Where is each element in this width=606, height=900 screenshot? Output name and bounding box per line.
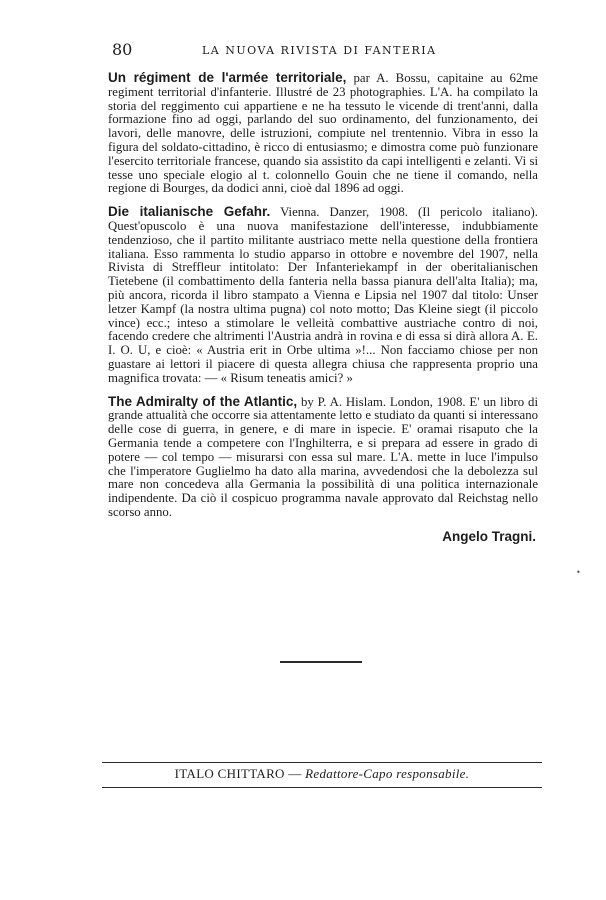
section-divider xyxy=(280,661,362,663)
page-header xyxy=(112,40,532,62)
review-italian-danger xyxy=(108,205,538,385)
reviews-section xyxy=(108,71,538,544)
page-footer xyxy=(102,766,542,782)
running-title: LA NUOVA RIVISTA DI FANTERIA xyxy=(202,44,437,57)
page-number: 80 xyxy=(112,40,133,59)
review-title: Die italianische Gefahr. xyxy=(108,204,271,220)
review-admiralty-atlantic xyxy=(108,395,538,520)
editor-name: ITALO CHITTARO — xyxy=(174,766,302,781)
review-body: by P. A. Hislam. London, 1908. E' un libro di grande attualità che occorre sia attentamente letto e studiato da quanti si interessano delle cose di guerra, in genere, e di mare in ispecie. E' oramai risaputo che la Germania tende a competere con l'Inghilterra, e si prepara ad essere in grado di potere — col tempo — misurarsi con essa sul mare. L'A. mette in luce l'impulso che l'imperatore Guglielmo ha dato alla marina, avvedendosi che la debolezza sul mare non concedeva alla Germania la possibilità di una politica internazionale indipendente. Da ciò il cospicuo programma navale approvato dal Reichstag nello scorso anno. xyxy=(108,394,539,519)
footer-rule-bottom xyxy=(102,787,542,788)
editor-role: Redattore-Capo responsabile. xyxy=(301,766,470,781)
print-speck-icon: • xyxy=(576,568,581,577)
review-territorial-regiment xyxy=(108,71,538,196)
review-body: par A. Bossu, capitaine au 62me regiment territorial d'infanterie. Illustré de 23 photographies. L'A. ha compilato la storia del reggimento cui appartiene e ne ha tessuto le vicende di trent'anni, dalla formazione fino ad oggi, parlando del suo ordinamento, del funzionamento, dei lavori, delle manovre, delle istruzioni, compiute nel trentennio. Vibra in esso la figura del soldato-cittadino, è ricco di entusiasmo; e dimostra come può funzionare l'esercito territoriale francese, quando sia assistito da capi intelligenti e zelanti. Vi si tesse uno speciale elogio al t. colonnello Gouin che ne tiene il comando, nella regione di Bourges, da dodici anni, cioè dal 1896 ad oggi. xyxy=(108,71,538,196)
footer-rule-top xyxy=(102,762,542,763)
review-body: Vienna. Danzer, 1908. (Il pericolo italiano). Quest'opuscolo è una nuova manifestazione dell'interesse, indubbiamente tendenzioso, che il partito militante austriaco mette nella questione della frontiera italiana. Esso rammenta lo studio apparso in ottobre e novembre del 1907, nella Rivista di Streffleur intitolato: Der Infanteriekampf in der oberitalianischen Tietebene (il combattimento della fanteria nella bassa pianura dell'alta Italia); ma, più ancora, ricorda il libro stampato a Vienna e Lipsia nel 1907 dal titolo: Unser letzer Kampf (la nostra ultima pugna) col noto motto; Das Kleine siegt (il piccolo vince) ecc.; inteso a stimolare le velleità combattive austriache contro di noi, facendo credere che altrimenti l'Austria andrà in rovina e di essa si dirà allora A. E. I. O. U, e cioè: « Austria erit in Orbe ultima »!... Non facciamo chiose per non guastare ai lettori il piacere di questa allegra chiusa che rappresenta proprio una magnifica trovata: — « Risum teneatis amici? » xyxy=(108,205,538,385)
author-signature: Angelo Tragni. xyxy=(442,528,536,544)
review-title: Un régiment de l'armée territoriale, xyxy=(108,70,347,85)
review-title: The Admiralty of the Atlantic, xyxy=(108,393,298,409)
